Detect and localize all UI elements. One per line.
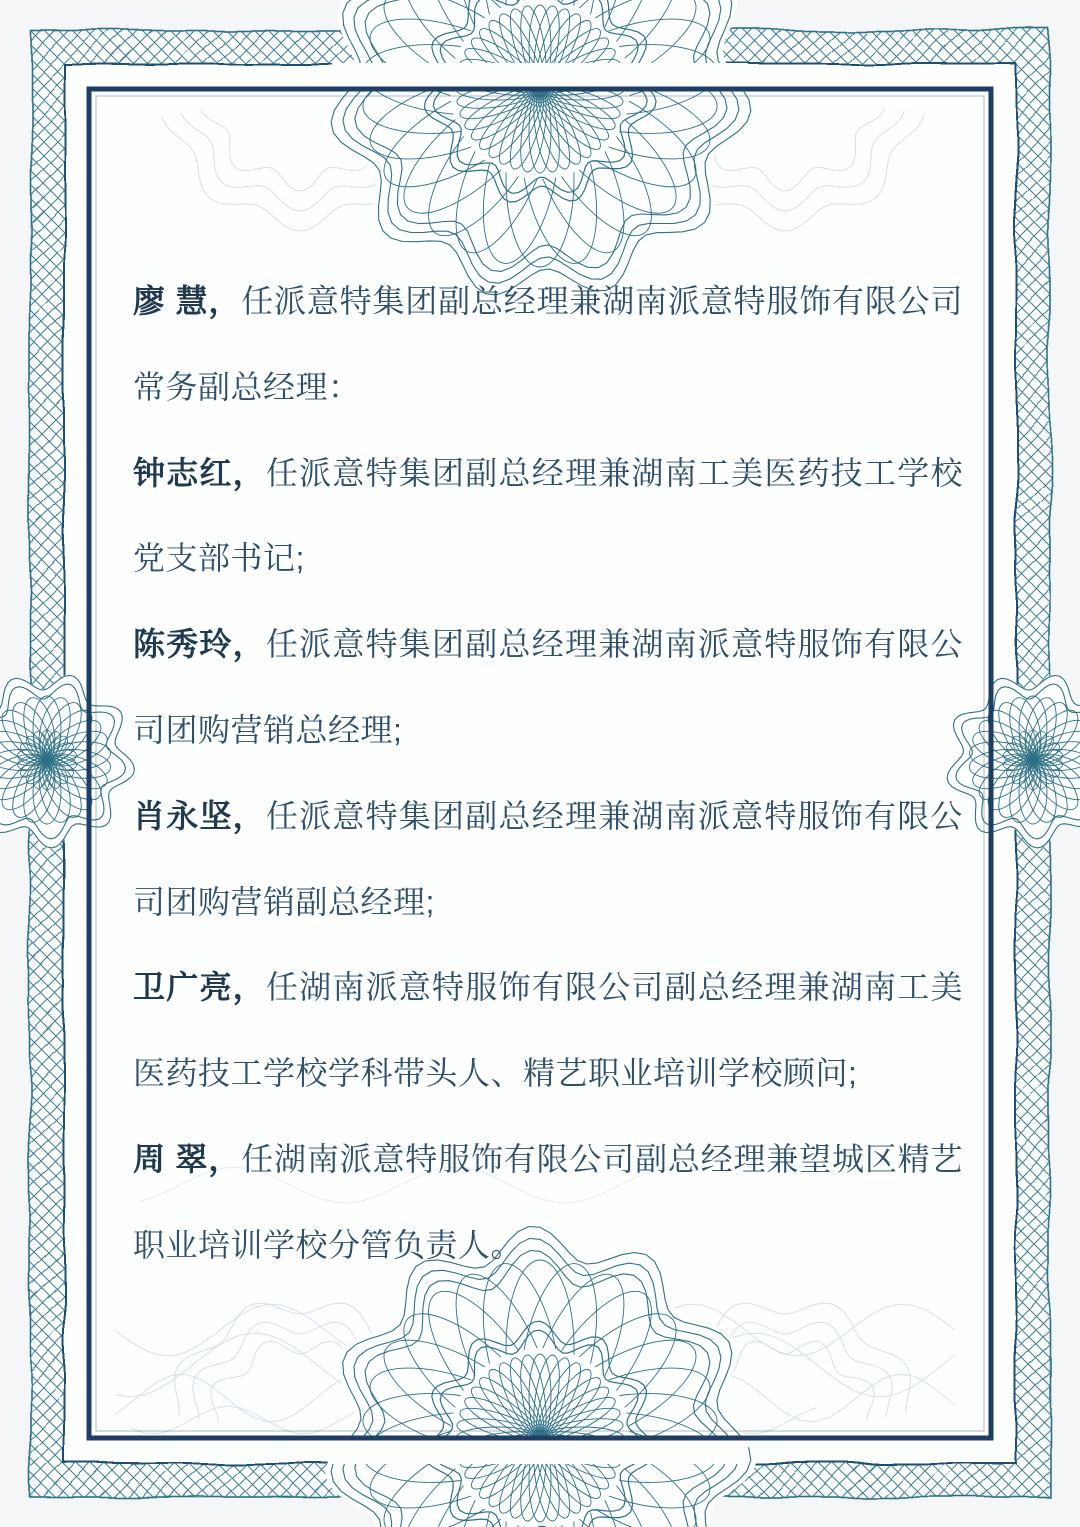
appointment-entry-line: 司团购营销总经理;	[133, 711, 403, 748]
appointment-entry-line	[133, 431, 963, 517]
appointment-entry-line	[133, 945, 963, 1031]
person-name: 肖永坚，	[133, 797, 266, 834]
appointment-text	[133, 259, 963, 1289]
appointment-entry-line: 司团购营销副总经理;	[133, 883, 435, 920]
appointment-entry-line: 职业培训学校分管负责人。	[133, 1226, 524, 1263]
appointment-entry-line: 医药技工学校学科带头人、精艺职业培训学校顾问;	[133, 1055, 858, 1092]
person-name: 周 翠，	[133, 1140, 242, 1177]
appointment-title: 任派意特集团副总经理兼湖南派意特服饰有限公	[265, 797, 963, 834]
appointment-entry-line	[133, 774, 963, 860]
person-name: 陈秀玲，	[133, 626, 266, 663]
appointment-title: 任湖南派意特服饰有限公司副总经理兼望城区精艺	[241, 1140, 963, 1177]
appointment-entry-line: 常务副总经理：	[133, 368, 361, 405]
person-name: 廖 慧，	[133, 283, 242, 319]
appointment-title: 任派意特集团副总经理兼湖南派意特服饰有限公	[265, 626, 963, 663]
appointment-entry-line: 党支部书记;	[133, 540, 305, 577]
appointment-title: 任湖南派意特服饰有限公司副总经理兼湖南工美	[265, 969, 963, 1006]
person-name: 卫广亮，	[133, 969, 266, 1006]
appointment-title: 任派意特集团副总经理兼湖南工美医药技工学校	[265, 454, 963, 491]
appointment-entry-line	[133, 1117, 963, 1203]
appointment-entry-line	[133, 602, 963, 688]
person-name: 钟志红，	[133, 454, 266, 491]
appointment-title: 任派意特集团副总经理兼湖南派意特服饰有限公司	[241, 283, 963, 319]
appointment-entry-line	[133, 259, 963, 345]
